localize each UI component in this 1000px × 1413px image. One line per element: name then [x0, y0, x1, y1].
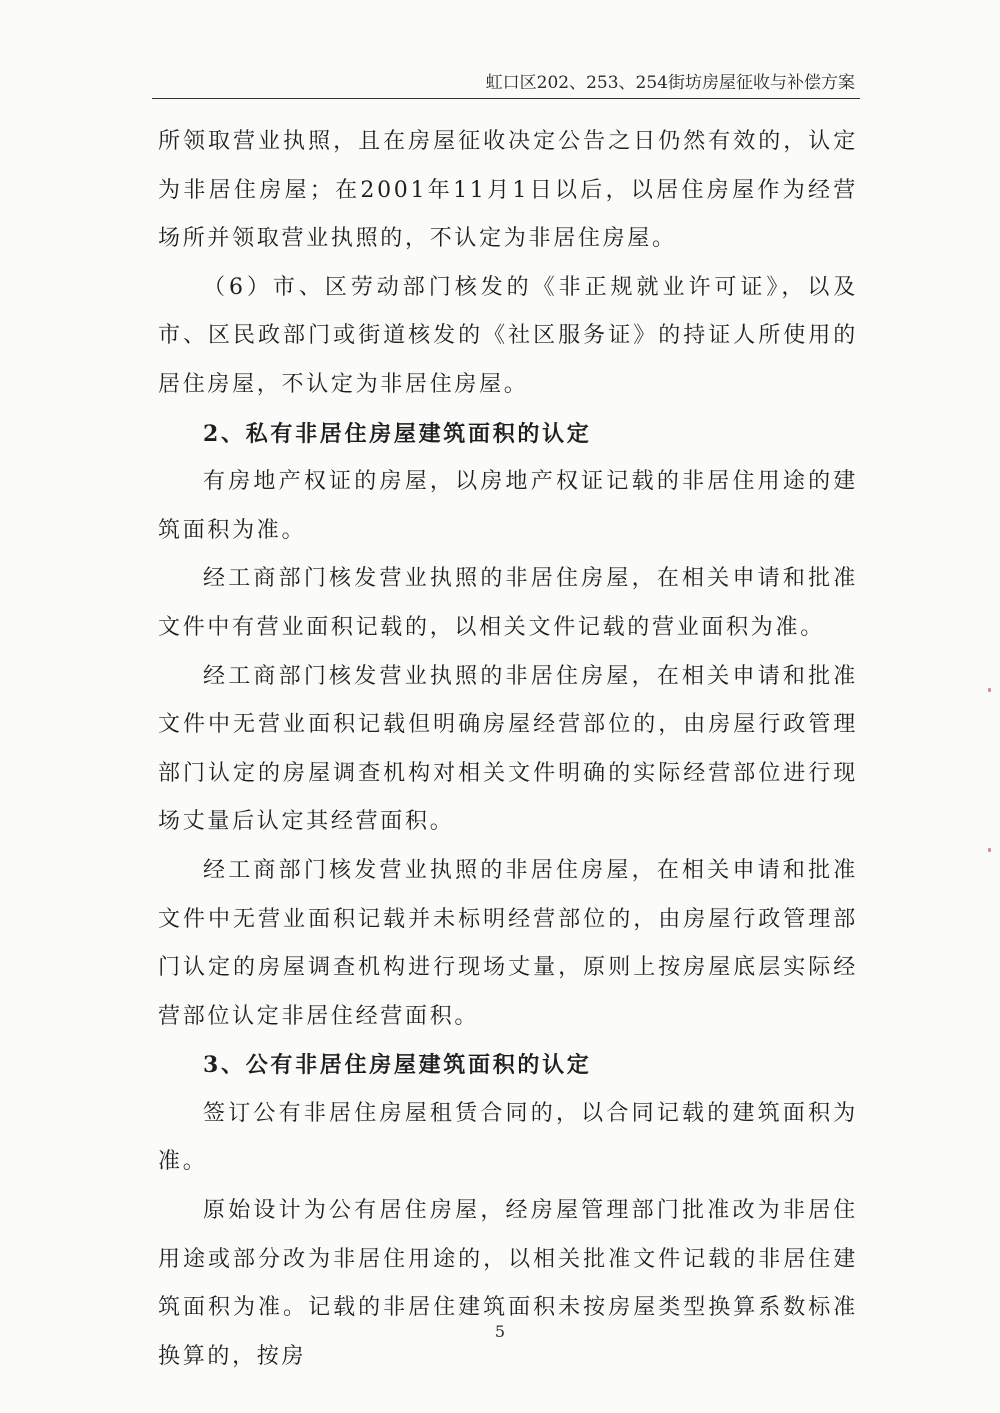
paragraph: 所领取营业执照，且在房屋征收决定公告之日仍然有效的，认定为非居住房屋；在2001年11月1日以后，以居住房屋作为经营场所并领取营业执照的，不认定为非居住房屋。	[158, 129, 858, 252]
paragraph: 经工商部门核发营业执照的非居住房屋，在相关申请和批准文件中有营业面积记载的，以相关文件记载的营业面积为准。	[158, 566, 858, 640]
section-heading: 2、私有非居住房屋建筑面积的认定	[203, 420, 592, 447]
scan-speck	[988, 688, 991, 692]
scan-speck	[988, 848, 991, 852]
paragraph: 签订公有非居住房屋租赁合同的，以合同记载的建筑面积为准。	[158, 1100, 858, 1175]
body-text	[158, 118, 858, 1381]
page-number: 5	[494, 1322, 506, 1341]
paragraph: 有房地产权证的房屋，以房地产权证记载的非居住用途的建筑面积为准。	[158, 469, 858, 543]
paragraph: 原始设计为公有居住房屋，经房屋管理部门批准改为非居住用途或部分改为非居住用途的，以相关批准文件记载的非居住建筑面积为准。记载的非居住建筑面积未按房屋类型换算系数标准换算的，按房	[158, 1198, 858, 1369]
header-rule	[152, 98, 860, 99]
paragraph: （6）市、区劳动部门核发的《非正规就业许可证》，以及市、区民政部门或街道核发的《社区服务证》的持证人所使用的居住房屋，不认定为非居住房屋。	[158, 274, 858, 397]
section-heading: 3、公有非居住房屋建筑面积的认定	[203, 1052, 592, 1079]
running-header: 虹口区202、253、254街坊房屋征收与补偿方案	[485, 73, 855, 93]
paragraph: 经工商部门核发营业执照的非居住房屋，在相关申请和批准文件中无营业面积记载但明确房屋经营部位的，由房屋行政管理部门认定的房屋调查机构对相关文件明确的实际经营部位进行现场丈量后认定其经营面积。	[158, 663, 858, 835]
paragraph: 经工商部门核发营业执照的非居住房屋，在相关申请和批准文件中无营业面积记载并未标明经营部位的，由房屋行政管理部门认定的房屋调查机构进行现场丈量，原则上按房屋底层实际经营部位认定非居住经营面积。	[158, 857, 858, 1029]
